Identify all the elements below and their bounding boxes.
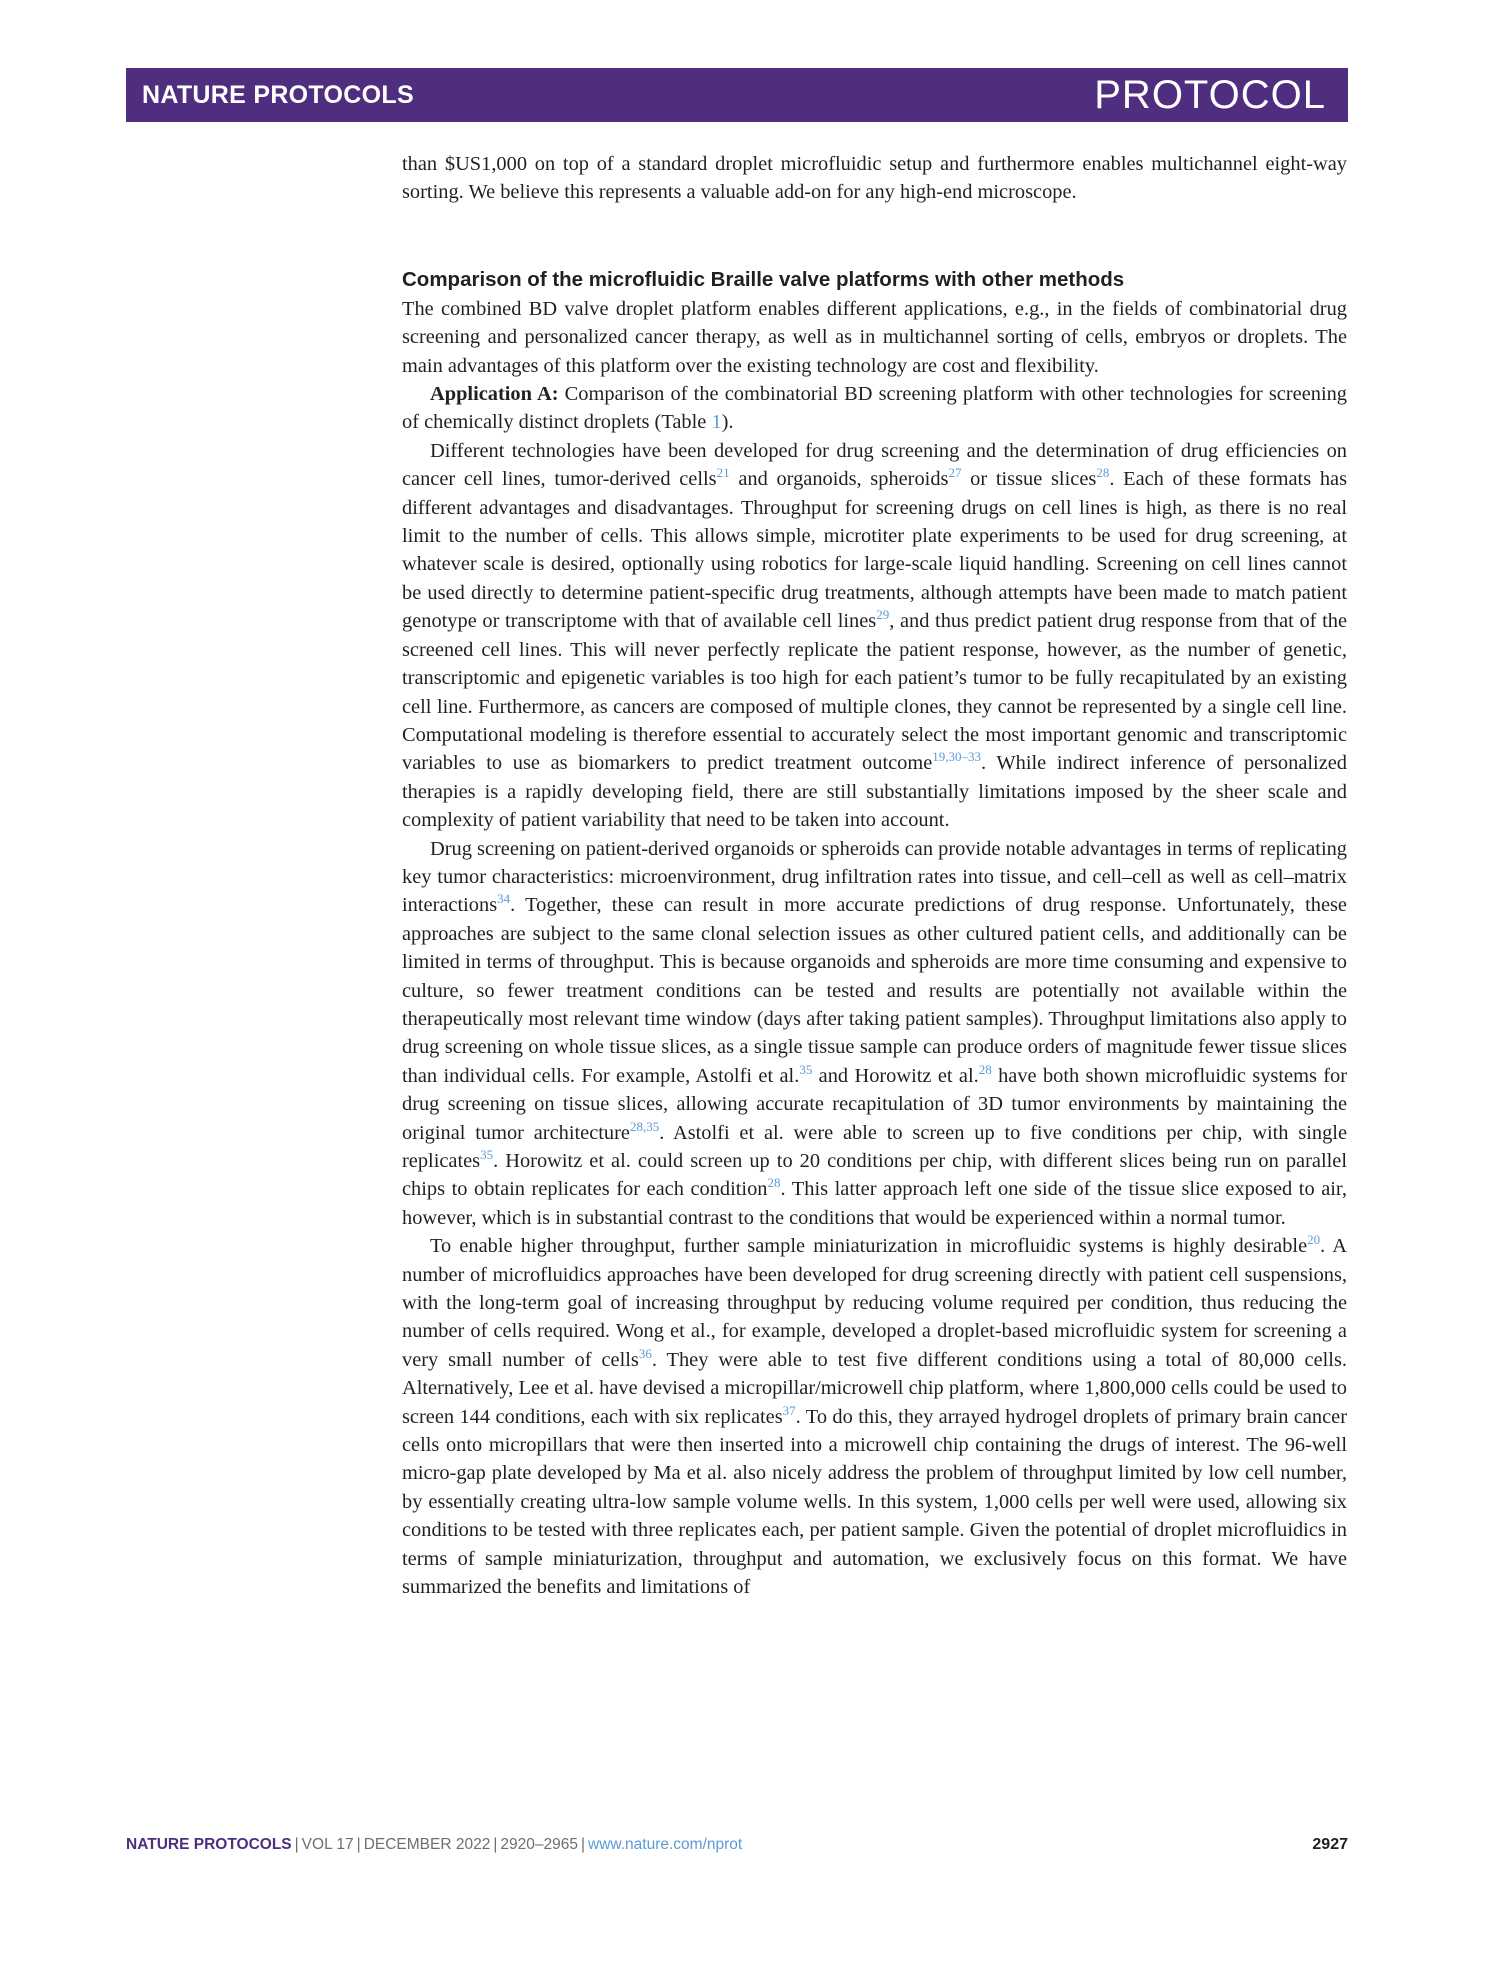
citation-link[interactable]: 28 (978, 1061, 992, 1077)
paragraph-technologies: Different technologies have been developed for drug screening and the determination of drug efficiencies on cancer cell lines, tumor-derived cells$^{21}$ and organoids, spheroids$^{27}$ or tissue slices$^{28}$. Each of these formats has different advantages and disadvantages. Throughput for screening drugs on cell lines is high, as there is no real limit to the number of cells. This allows simple, microtiter plate experiments to be used for drug screening, at whatever scale is desired, optionally using robotics for large-scale liquid handling. Screening on cell lines cannot be used directly to determine patient-specific drug treatments, although attempts have been made to match patient genotype or transcriptome with that of available cell lines$^{29}$, and thus predict patient drug response from that of the screened cell lines. This will never perfectly replicate the patient response, however, as the number of genetic, transcriptomic and epigenetic variables is too high for each patient’s tumor to be fully recapitulated by an existing cell line. Furthermore, as cancers are composed of multiple clones, they cannot be represented by a single cell line. Computational modeling is therefore essential to accurately select the most important genomic and transcriptomic variables to use as biomarkers to predict treatment outcome$^{19,30-33}$. While indirect inference of personalized therapies is a rapidly developing field, there are still substantially limitations imposed by the sheer scale and complexity of patient variability that need to be taken into account. (402, 439, 1348, 832)
citation-link[interactable]: 29 (876, 607, 890, 623)
citation-link[interactable]: 37 (782, 1402, 796, 1418)
paragraph-intro: The combined BD valve droplet platform enables different applications, e.g., in the fields of combinatorial drug screening and personalized cancer therapy, as well as in multichannel sorting of cells, embryos or droplets. The main advantages of this platform over the existing technology are cost and flexibility. (402, 297, 1347, 377)
section-heading: Comparison of the microfluidic Braille valve platforms with other methods (402, 267, 1125, 291)
citation-link[interactable]: 34 (497, 891, 511, 907)
footer-date: DECEMBER 2022 (363, 1836, 491, 1853)
footer-pages: 2920–2965 (500, 1836, 578, 1853)
paragraph-throughput: To enable higher throughput, further sample miniaturization in microfluidic systems is highly desirable$^{20}$. A number of microfluidics approaches have been developed for drug screening directly with patient cell suspensions, with the long-term goal of increasing throughput by reducing volume required per condition, thus reducing the number of cells required. Wong et al., for example, developed a droplet-based microfluidic system for screening a very small number of cells$^{36}$. They were able to test five different conditions using a total of 80,000 cells. Alternatively, Lee et al. have devised a micropillar/microwell chip platform, where 1,800,000 cells could be used to screen 144 conditions, each with six replicates$^{37}$. To do this, they arrayed hydrogel droplets of primary brain cancer cells onto micropillars that were then inserted into a microwell chip containing the drugs of interest. The 96-well micro-gap plate developed by Ma et al. also nicely address the problem of throughput limited by low cell number, by essentially creating ultra-low sample volume wells. In this system, 1,000 cells per well were used, allowing six conditions to be tested with three replicates each, per patient sample. Given the potential of droplet microfluidics in terms of sample miniaturization, throughput and automation, we exclusively focus on this format. We have summarized the benefits and limitations of (402, 1232, 1348, 1599)
citation-link[interactable]: 21 (716, 465, 730, 481)
footer-url-link[interactable]: www.nature.com/nprot (588, 1836, 743, 1853)
paragraph-organoids: Drug screening on patient-derived organoids or spheroids can provide notable advantages in terms of replicating key tumor characteristics: microenvironment, drug infiltration rates into tissue, and cell–cell as well as cell–matrix interactions$^{34}$. Together, these can result in more accurate predictions of drug response. Unfortunately, these approaches are subject to the same clonal selection issues as other cultured patient cells, and additionally can be limited in terms of throughput. This is because organoids and spheroids are more time consuming and expensive to culture, so fewer treatment conditions can be tested and results are potentially not available within the therapeutically most relevant time window (days after taking patient samples). Throughput limitations also apply to drug screening on whole tissue slices, as a single tissue sample can produce orders of magnitude fewer tissue slices than individual cells. For example, Astolfi et al.$^{35}$ and Horowitz et al.$^{28}$ have both shown microfluidic systems for drug screening on tissue slices, allowing accurate recapitulation of 3D tumor environments by maintaining the original tumor architecture$^{28,35}$. Astolfi et al. were able to screen up to five conditions per chip, with single replicates$^{35}$. Horowitz et al. could screen up to 20 conditions per chip, with different slices being run on parallel chips to obtain replicates for each condition$^{28}$. This latter approach left one side of the tissue slice exposed to air, however, which is in substantial contrast to the conditions that would be experienced within a normal tumor. (402, 837, 1348, 1229)
citation-link[interactable]: 19,30–33 (932, 749, 982, 765)
journal-name: NATURE PROTOCOLS (142, 80, 414, 109)
citation-link[interactable]: 28 (1096, 465, 1110, 481)
header-bar (126, 68, 1348, 122)
citation-link[interactable]: 36 (638, 1345, 652, 1361)
citation-link[interactable]: 20 (1307, 1232, 1321, 1248)
article-body (402, 150, 1347, 1602)
citation-link[interactable]: 28,35 (629, 1118, 660, 1134)
citation-link[interactable]: 27 (948, 465, 962, 481)
application-a-label: Application A: (430, 383, 559, 406)
article-type-label: PROTOCOL (1094, 72, 1326, 117)
footer-volume: VOL 17 (301, 1836, 354, 1853)
paragraph-continued: than $US1,000 on top of a standard droplet microfluidic setup and furthermore enables multichannel eight-way sorting. We believe this represents a valuable add-on for any high-end microscope. (402, 153, 1347, 204)
citation-link[interactable]: 35 (480, 1147, 494, 1162)
table-reference-link[interactable]: 1 (711, 411, 722, 434)
paragraph-application-a: Application A: Comparison of the combinatorial BD screening platform with other technologies for screening of chemically distinct droplets (Table 1). (402, 383, 1347, 434)
footer-journal: NATURE PROTOCOLS (126, 1836, 292, 1853)
page-footer (126, 1836, 1348, 1854)
page-number: 2927 (1312, 1836, 1348, 1853)
footer-citation: NATURE PROTOCOLS | VOL 17 | DECEMBER 2022 | 2920–2965 | www.nature.com/nprot (126, 1836, 743, 1853)
citation-link[interactable]: 28 (767, 1175, 781, 1191)
citation-link[interactable]: 35 (799, 1061, 813, 1077)
